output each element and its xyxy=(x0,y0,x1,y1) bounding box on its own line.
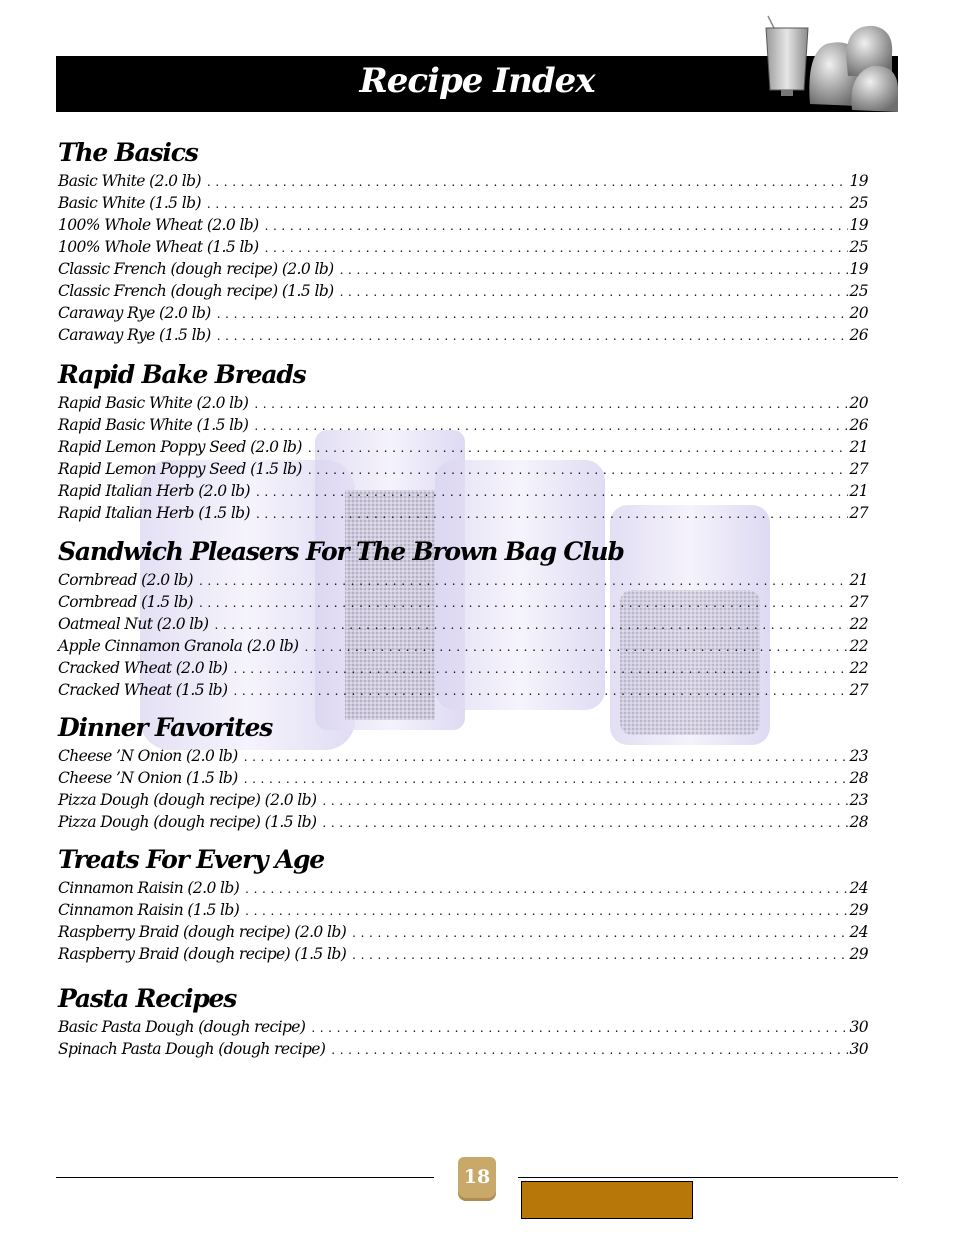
page-number: 26 xyxy=(849,416,868,434)
page-number: 30 xyxy=(849,1040,868,1058)
page-number: 21 xyxy=(849,438,868,456)
recipe-name: Classic French (dough recipe) (1.5 lb) xyxy=(58,282,334,300)
list-item xyxy=(58,458,868,480)
recipe-name: Cheese ’N Onion (1.5 lb) xyxy=(58,769,238,787)
leader-dots xyxy=(256,481,848,503)
list-item xyxy=(58,877,868,899)
recipe-name: Rapid Basic White (1.5 lb) xyxy=(58,416,249,434)
list-item xyxy=(58,414,868,436)
recipe-name: Rapid Basic White (2.0 lb) xyxy=(58,394,249,412)
page-number: 27 xyxy=(849,460,868,478)
page-number: 24 xyxy=(849,879,868,897)
leader-dots xyxy=(244,768,848,790)
recipe-name: Cornbread (2.0 lb) xyxy=(58,571,193,589)
list-item xyxy=(58,569,868,591)
list-item xyxy=(58,745,868,767)
leader-dots xyxy=(217,325,848,347)
list-item xyxy=(58,324,868,346)
list-item xyxy=(58,192,868,214)
recipe-name: 100% Whole Wheat (2.0 lb) xyxy=(58,216,259,234)
page-number: 19 xyxy=(849,172,868,190)
list-item xyxy=(58,613,868,635)
page-number: 27 xyxy=(849,593,868,611)
leader-dots xyxy=(256,503,848,525)
section-pasta-recipes xyxy=(58,982,868,1060)
recipe-name: Rapid Lemon Poppy Seed (2.0 lb) xyxy=(58,438,302,456)
leader-dots xyxy=(199,592,848,614)
leader-dots xyxy=(265,237,848,259)
list-item xyxy=(58,480,868,502)
list-item xyxy=(58,1016,868,1038)
section-treats-for-every-age xyxy=(58,843,868,965)
page-number: 20 xyxy=(849,394,868,412)
leader-dots xyxy=(331,1039,848,1061)
recipe-name: Caraway Rye (1.5 lb) xyxy=(58,326,211,344)
recipe-name: Basic White (1.5 lb) xyxy=(58,194,201,212)
page-number: 21 xyxy=(849,482,868,500)
leader-dots xyxy=(199,570,848,592)
page-number: 24 xyxy=(849,923,868,941)
leader-dots xyxy=(308,437,848,459)
page-number: 29 xyxy=(849,901,868,919)
recipe-name: Cinnamon Raisin (1.5 lb) xyxy=(58,901,240,919)
recipe-name: Rapid Italian Herb (1.5 lb) xyxy=(58,504,250,522)
page-number: 26 xyxy=(849,326,868,344)
list-item xyxy=(58,236,868,258)
accent-box xyxy=(521,1181,693,1219)
page-number: 25 xyxy=(849,194,868,212)
list-item xyxy=(58,767,868,789)
leader-dots xyxy=(207,171,848,193)
recipe-name: Basic White (2.0 lb) xyxy=(58,172,201,190)
page-number: 23 xyxy=(849,747,868,765)
recipe-name: Rapid Italian Herb (2.0 lb) xyxy=(58,482,250,500)
page-number: 28 xyxy=(849,813,868,831)
leader-dots xyxy=(254,415,848,437)
page-number: 20 xyxy=(849,304,868,322)
page-number: 27 xyxy=(849,504,868,522)
leader-dots xyxy=(352,922,848,944)
recipe-name: Cracked Wheat (1.5 lb) xyxy=(58,681,228,699)
recipe-name: 100% Whole Wheat (1.5 lb) xyxy=(58,238,259,256)
bread-pans-icon xyxy=(756,14,902,116)
leader-dots xyxy=(207,193,848,215)
list-item xyxy=(58,258,868,280)
leader-dots xyxy=(311,1017,848,1039)
leader-dots xyxy=(340,259,848,281)
list-item xyxy=(58,679,868,701)
page-number-badge: 18 xyxy=(458,1157,496,1201)
section-heading: Rapid Bake Breads xyxy=(58,360,306,389)
recipe-name: Oatmeal Nut (2.0 lb) xyxy=(58,615,209,633)
leader-dots xyxy=(352,944,848,966)
section-heading: Pasta Recipes xyxy=(58,984,237,1013)
page-number: 22 xyxy=(849,615,868,633)
leader-dots xyxy=(233,658,848,680)
page-number: 22 xyxy=(849,637,868,655)
leader-dots xyxy=(254,393,848,415)
footer-rule-left xyxy=(56,1177,434,1178)
section-dinner-favorites xyxy=(58,711,868,833)
recipe-name: Spinach Pasta Dough (dough recipe) xyxy=(58,1040,326,1058)
leader-dots xyxy=(244,746,848,768)
section-sandwich-pleasers xyxy=(58,535,868,701)
recipe-name: Caraway Rye (2.0 lb) xyxy=(58,304,211,322)
list-item xyxy=(58,436,868,458)
page-number: 21 xyxy=(849,571,868,589)
list-item xyxy=(58,921,868,943)
list-item xyxy=(58,635,868,657)
list-item xyxy=(58,392,868,414)
section-rapid-bake-breads xyxy=(58,358,868,524)
recipe-name: Cracked Wheat (2.0 lb) xyxy=(58,659,228,677)
section-heading: The Basics xyxy=(58,138,198,167)
leader-dots xyxy=(217,303,848,325)
page-number: 27 xyxy=(849,681,868,699)
leader-dots xyxy=(322,812,848,834)
page-number: 19 xyxy=(849,260,868,278)
recipe-name: Raspberry Braid (dough recipe) (1.5 lb) xyxy=(58,945,347,963)
leader-dots xyxy=(214,614,848,636)
list-item xyxy=(58,657,868,679)
recipe-name: Apple Cinnamon Granola (2.0 lb) xyxy=(58,637,299,655)
recipe-name: Pizza Dough (dough recipe) (1.5 lb) xyxy=(58,813,317,831)
list-item xyxy=(58,280,868,302)
section-heading: Treats For Every Age xyxy=(58,845,324,874)
list-item xyxy=(58,943,868,965)
recipe-name: Cinnamon Raisin (2.0 lb) xyxy=(58,879,240,897)
leader-dots xyxy=(245,878,848,900)
list-item xyxy=(58,1038,868,1060)
page-number: 28 xyxy=(849,769,868,787)
section-the-basics xyxy=(58,136,868,346)
list-item xyxy=(58,591,868,613)
list-item xyxy=(58,170,868,192)
recipe-name: Cheese ’N Onion (2.0 lb) xyxy=(58,747,238,765)
footer-rule-right xyxy=(518,1177,898,1178)
leader-dots xyxy=(340,281,848,303)
page-number: 30 xyxy=(849,1018,868,1036)
page-number: 19 xyxy=(849,216,868,234)
page-number: 23 xyxy=(849,791,868,809)
list-item xyxy=(58,811,868,833)
recipe-name: Pizza Dough (dough recipe) (2.0 lb) xyxy=(58,791,317,809)
recipe-name: Rapid Lemon Poppy Seed (1.5 lb) xyxy=(58,460,302,478)
section-heading: Sandwich Pleasers For The Brown Bag Club xyxy=(58,537,624,566)
list-item xyxy=(58,899,868,921)
leader-dots xyxy=(233,680,848,702)
list-item xyxy=(58,789,868,811)
page-number: 25 xyxy=(849,282,868,300)
recipe-name: Basic Pasta Dough (dough recipe) xyxy=(58,1018,306,1036)
page-number: 22 xyxy=(849,659,868,677)
leader-dots xyxy=(265,215,848,237)
recipe-name: Classic French (dough recipe) (2.0 lb) xyxy=(58,260,334,278)
leader-dots xyxy=(308,459,848,481)
leader-dots xyxy=(304,636,848,658)
list-item xyxy=(58,214,868,236)
page-title: Recipe Index xyxy=(359,61,595,101)
leader-dots xyxy=(245,900,848,922)
leader-dots xyxy=(322,790,848,812)
page-number: 29 xyxy=(849,945,868,963)
recipe-name: Cornbread (1.5 lb) xyxy=(58,593,193,611)
section-heading: Dinner Favorites xyxy=(58,713,273,742)
recipe-name: Raspberry Braid (dough recipe) (2.0 lb) xyxy=(58,923,347,941)
list-item xyxy=(58,502,868,524)
list-item xyxy=(58,302,868,324)
page-number: 25 xyxy=(849,238,868,256)
